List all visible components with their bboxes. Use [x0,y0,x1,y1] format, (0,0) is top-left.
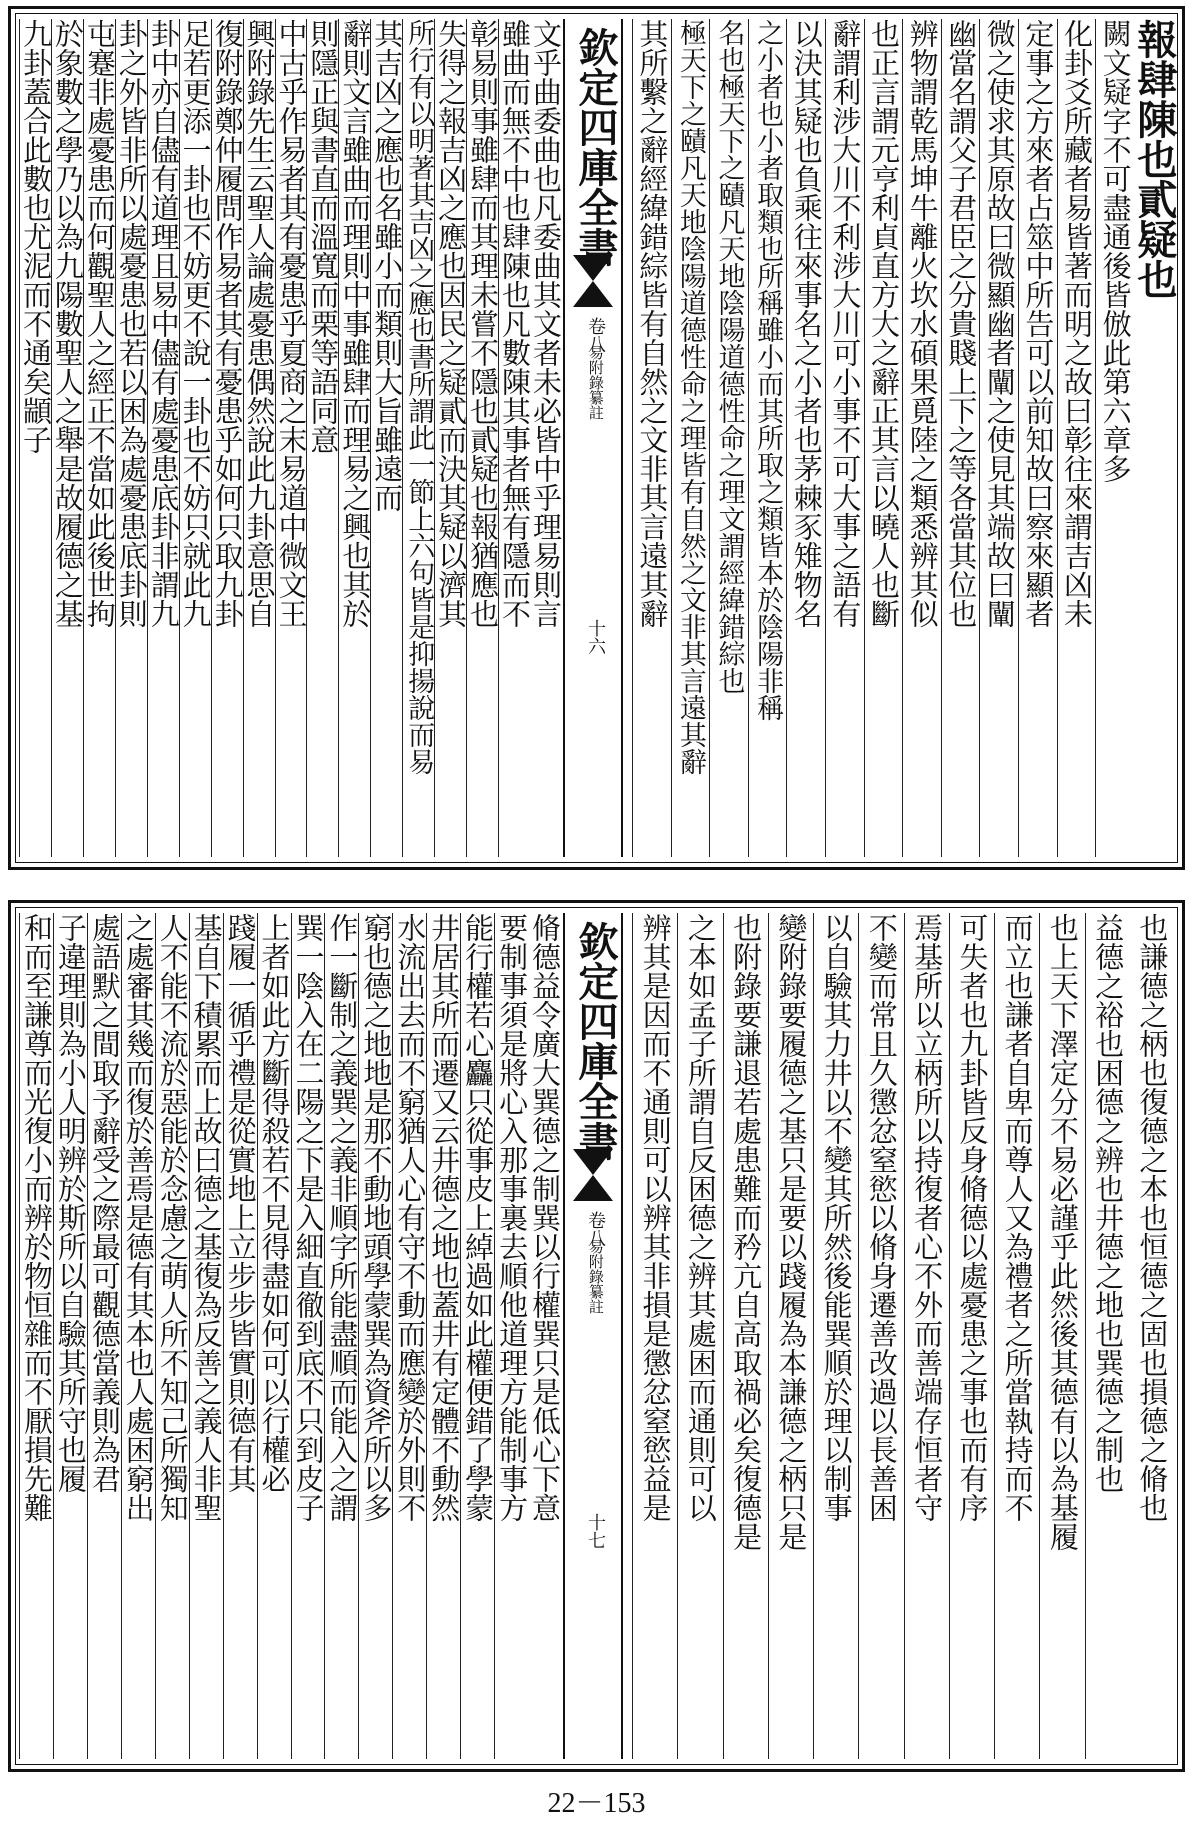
top-right-text-block [632,19,1178,857]
top-left-line: 所行有以明著其吉凶之應也書所謂此一節上六句皆是抑揚說而易 [402,19,434,857]
bottom-left-line: 和而至謙尊而光復小而辨於物恒雜而不厭損先難 [19,913,53,1759]
bottom-left-line: 巽一陰入在二陽之下是入細直徹到底不只到皮子 [291,913,325,1759]
bottom-juan-label: 卷八 [585,1211,606,1247]
bottom-right-line: 不變而常且久懲忿窒慾以脩身遷善改過以長善困 [858,913,903,1759]
bottom-right-line: 也上天下澤定分不易必謹乎此然後其德有以為基履 [1039,913,1084,1759]
bottom-fishtail-mark [573,1149,613,1175]
bottom-page-center-column [563,913,623,1759]
bottom-left-line: 水流出去而不窮猶人心有守不動而應變於外則不 [392,913,426,1759]
top-right-line: 以決其疑也負乘往來事名之小者也茅棘豕雉物名 [786,19,825,857]
bottom-left-line: 上者如此方斷得殺若不見得盡如何可以行權必 [257,913,291,1759]
bottom-right-line: 也附錄要謙退若處患難而矜亢自高取禍必矣復德是 [723,913,768,1759]
top-right-line: 辭謂利涉大川不利涉大川可小事不可大事之語有 [825,19,864,857]
bottom-folio-number: 十七 [585,1513,606,1549]
top-right-line: 微之使求其原故曰微顯幽者闡之使見其端故曰闡 [979,19,1018,857]
top-left-line: 卦中亦自儘有道理且易中儘有處憂患底卦非謂九 [147,19,179,857]
top-right-line: 其所繫之辭經緯錯綜皆有自然之文非其言遠其辭 [632,19,671,857]
bottom-left-text-block [19,913,561,1759]
bottom-header-title: 欽定四庫全書 [572,921,619,1161]
top-left-text-block [19,19,561,857]
top-right-line: 名也極天下之賾凡天地陰陽道德性命之理文謂經緯錯綜也 [709,19,748,857]
bottom-right-line: 以自驗其力井以不變其所然後能巽順於理以制事 [813,913,858,1759]
top-left-line: 卦之外皆非所以處憂患也若以困為處憂患底卦則 [115,19,147,857]
top-left-line: 其吉凶之應也名雖小而類則大旨雖遠而 [370,19,402,857]
top-left-line: 興附錄先生云聖人論處憂患偶然說此九卦意思自 [243,19,275,857]
bottom-right-line: 之本如孟子所謂自反困德之辨其處困而通則可以 [677,913,722,1759]
bottom-left-line: 井居其所而遷又云井德之地也蓋井有定體不動然 [426,913,460,1759]
top-right-line: 報肆陳也貳疑也 [1130,19,1178,299]
top-left-line: 足若更添一卦也不妨更不說一卦也不妨只就此九 [179,19,211,857]
bottom-fishtail-mark-lower [573,1175,613,1201]
top-left-line: 文乎曲委曲也凡委曲其文者未必皆中乎理易則言 [528,19,563,628]
bottom-left-line: 處語默之間取予辭受之際最可觀德當義則為君 [87,913,121,1759]
bottom-left-line: 之處審其幾而復於善焉是德有其本也人處困窮出 [121,913,155,1759]
top-right-line: 極天下之賾凡天地陰陽道德性命之理皆有自然之文非其言遠其辭 [671,19,710,857]
bottom-right-line: 變附錄要履德之基只是要以踐履為本謙德之柄只是 [768,913,813,1759]
bottom-subtitle: 易附錄纂註 [586,1239,605,1314]
bottom-left-line: 要制事須是將心入那事裏去順他道理方能制事方 [494,913,528,1759]
top-right-line: 化卦爻所藏者易皆著而明之故曰彰往來謂吉凶未 [1057,19,1096,857]
top-left-line: 失得之報吉凶之應也因民之疑貳而決其疑以濟其 [434,19,466,857]
bottom-right-line: 而立也謙者自卑而尊人又為禮者之所當執持而不 [994,913,1039,1759]
top-left-line: 彰易則事雖肆而其理未嘗不隱也貳疑也報猶應也 [466,19,498,857]
bottom-right-line: 辨其是因而不通則可以辨其非損是懲忿窒慾益是 [632,913,677,1759]
top-folio-number: 十六 [585,619,606,655]
top-right-line: 之小者也小者取類也所稱雖小而其所取之類皆本於陰陽非稱 [748,19,787,857]
top-right-line: 闕文疑字不可盡通後皆倣此第六章多 [1095,19,1134,857]
top-fishtail-mark [573,255,613,281]
bottom-left-line: 作一斷制之義巽之義非順字所能盡順而能入之謂 [324,913,358,1759]
bottom-right-text-block [632,913,1174,1759]
top-left-line: 中古乎作易者其有憂患乎夏商之末易道中微文王 [275,19,307,857]
bottom-left-line: 能行權若心麤只從事皮上綽過如此權便錯了學蒙 [460,913,494,1759]
bottom-left-line: 子違理則為小人明辨於斯所以自驗其所守也履 [53,913,87,1759]
bottom-left-line: 脩德益令廣大巽德之制巽以行權巽只是低心下意 [528,913,563,1522]
top-subtitle: 易附錄纂註 [586,345,605,420]
top-juan-label: 卷八 [585,317,606,353]
bottom-left-line: 窮也德之地地是那不動地頭學蒙巽為資斧所以多 [358,913,392,1759]
top-right-line: 也正言謂元亨利貞直方大之辭正其言以曉人也斷 [864,19,903,857]
top-right-line: 辨物謂乾馬坤牛離火坎水碩果覓陸之類悉辨其似 [902,19,941,857]
top-page-center-column [563,19,623,857]
bottom-right-line: 也謙德之柄也復德之本也恒德之固也損德之脩也 [1135,913,1170,1522]
page-footer-number: 22－153 [547,1788,646,1819]
top-left-line: 則隱正與書直而溫寬而栗等語同意 [306,19,338,857]
top-left-line: 辭則文言雖曲而理則中事雖肆而理易之興也其於 [338,19,370,857]
bottom-right-line: 益德之裕也困德之辨也井德之地也巽德之制也 [1085,913,1130,1759]
top-left-line: 屯蹇非處憂患而何觀聖人之經正不當如此後世拘 [83,19,115,857]
top-right-line: 幽當名謂父子君臣之分貴賤上下之等各當其位也 [941,19,980,857]
bottom-left-line: 基自下積累而上故曰德之基復為反善之義人非聖 [189,913,223,1759]
top-left-line: 於象數之學乃以為九陽數聖人之舉是故履德之基 [51,19,83,857]
top-page [8,6,1185,870]
top-right-line: 定事之方來者占筮中所告可以前知故曰察來顯者 [1018,19,1057,857]
top-left-line: 九卦蓋合此數也尤泥而不通矣顓子 [19,19,51,857]
top-left-line: 雖曲而無不中也肆陳也凡數陳其事者無有隱而不 [498,19,530,857]
bottom-right-line: 可失者也九卦皆反身脩德以處憂患之事也而有序 [949,913,994,1759]
top-header-title: 欽定四庫全書 [572,27,619,267]
bottom-left-line: 人不能不流於惡能於念慮之萌人所不知己所獨知 [155,913,189,1759]
bottom-left-line: 踐履一循乎禮是從實地上立步步皆實則德有其 [223,913,257,1759]
top-fishtail-mark-lower [573,281,613,307]
bottom-right-line: 焉基所以立柄所以持復者心不外而善端存恒者守 [904,913,949,1759]
bottom-page [8,900,1185,1772]
top-left-line: 復附錄鄭仲履問作易者其有憂患乎如何只取九卦 [211,19,243,857]
